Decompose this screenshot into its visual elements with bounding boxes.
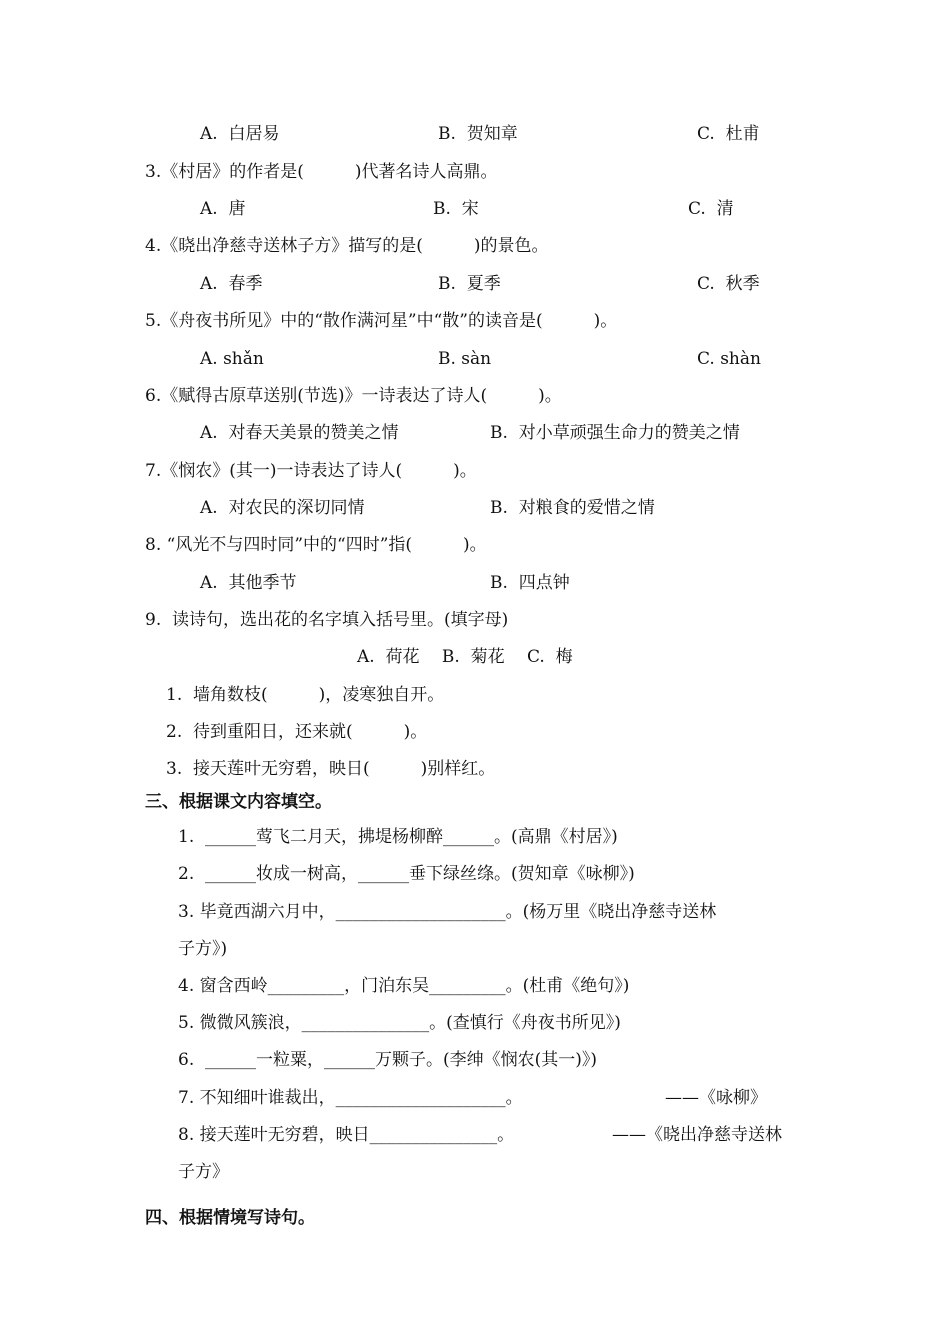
fill-item: 5. 微微风簇浪，_______________。(查慎行《舟夜书所见》): [178, 1013, 621, 1033]
poem-source: ——《晓出净慈寺送林: [612, 1125, 782, 1145]
question-8: 8. “风光不与四时同”中的“四时”指( )。: [145, 535, 487, 555]
option-a: A. 对春天美景的赞美之情: [200, 423, 399, 443]
fill-item-continued: 子方》: [178, 1162, 229, 1182]
option-a: A. 对农民的深切同情: [200, 498, 365, 518]
question-7: 7.《悯农》(其一)一诗表达了诗人( )。: [145, 461, 477, 481]
section-3-title: 三、根据课文内容填空。: [145, 792, 332, 812]
option-c: C. shàn: [697, 349, 761, 369]
question-3: 3.《村居》的作者是( )代著名诗人高鼎。: [145, 162, 498, 182]
option-c: C. 秋季: [697, 274, 760, 294]
fill-item: 6. ______一粒粟，______万颗子。(李绅《悯农(其一)》): [178, 1050, 598, 1070]
option-a: A. 其他季节: [200, 573, 297, 593]
option-c: C. 杜甫: [697, 124, 760, 144]
fill-item: 3. 毕竟西湖六月中，____________________。(杨万里《晓出净慈寺送林: [178, 902, 717, 922]
option-a: A. 白居易: [200, 124, 280, 144]
option-b: B. 四点钟: [490, 573, 570, 593]
fill-item: 8. 接天莲叶无穷碧，映日_______________。: [178, 1125, 515, 1145]
option-b: B. 对小草顽强生命力的赞美之情: [490, 423, 740, 443]
fill-item: 2. ______妆成一树高，______垂下绿丝绦。(贺知章《咏柳》): [178, 864, 635, 884]
option-b: B. 贺知章: [438, 124, 518, 144]
poem-source: ——《咏柳》: [665, 1088, 767, 1108]
option-b: B. 宋: [433, 199, 479, 219]
flower-options: A. 荷花 B. 菊花 C. 梅: [357, 647, 573, 667]
question-5: 5.《舟夜书所见》中的“散作满河星”中“散”的读音是( )。: [145, 311, 618, 331]
list-item: 1. 墙角数枝( )，凌寒独自开。: [166, 685, 445, 705]
section-4-title: 四、根据情境写诗句。: [145, 1208, 315, 1228]
option-a: A. 唐: [200, 199, 246, 219]
option-a: A. shǎn: [200, 349, 264, 369]
option-b: B. sàn: [438, 349, 492, 369]
list-item: 3. 接天莲叶无穷碧，映日( )别样红。: [166, 759, 496, 779]
question-4: 4.《晓出净慈寺送林子方》描写的是( )的景色。: [145, 236, 549, 256]
fill-item: 7. 不知细叶谁裁出，____________________。: [178, 1088, 523, 1108]
fill-item-continued: 子方》): [178, 939, 228, 959]
list-item: 2. 待到重阳日，还来就( )。: [166, 722, 428, 742]
fill-item: 4. 窗含西岭_________，门泊东吴_________。(杜甫《绝句》): [178, 976, 630, 996]
option-b: B. 夏季: [438, 274, 501, 294]
fill-item: 1. ______莺飞二月天，拂堤杨柳醉______。(高鼎《村居》): [178, 827, 618, 847]
option-b: B. 对粮食的爱惜之情: [490, 498, 655, 518]
question-9: 9. 读诗句，选出花的名字填入括号里。(填字母): [145, 610, 509, 630]
option-a: A. 春季: [200, 274, 263, 294]
option-c: C. 清: [688, 199, 734, 219]
question-6: 6.《赋得古原草送别(节选)》一诗表达了诗人( )。: [145, 386, 562, 406]
